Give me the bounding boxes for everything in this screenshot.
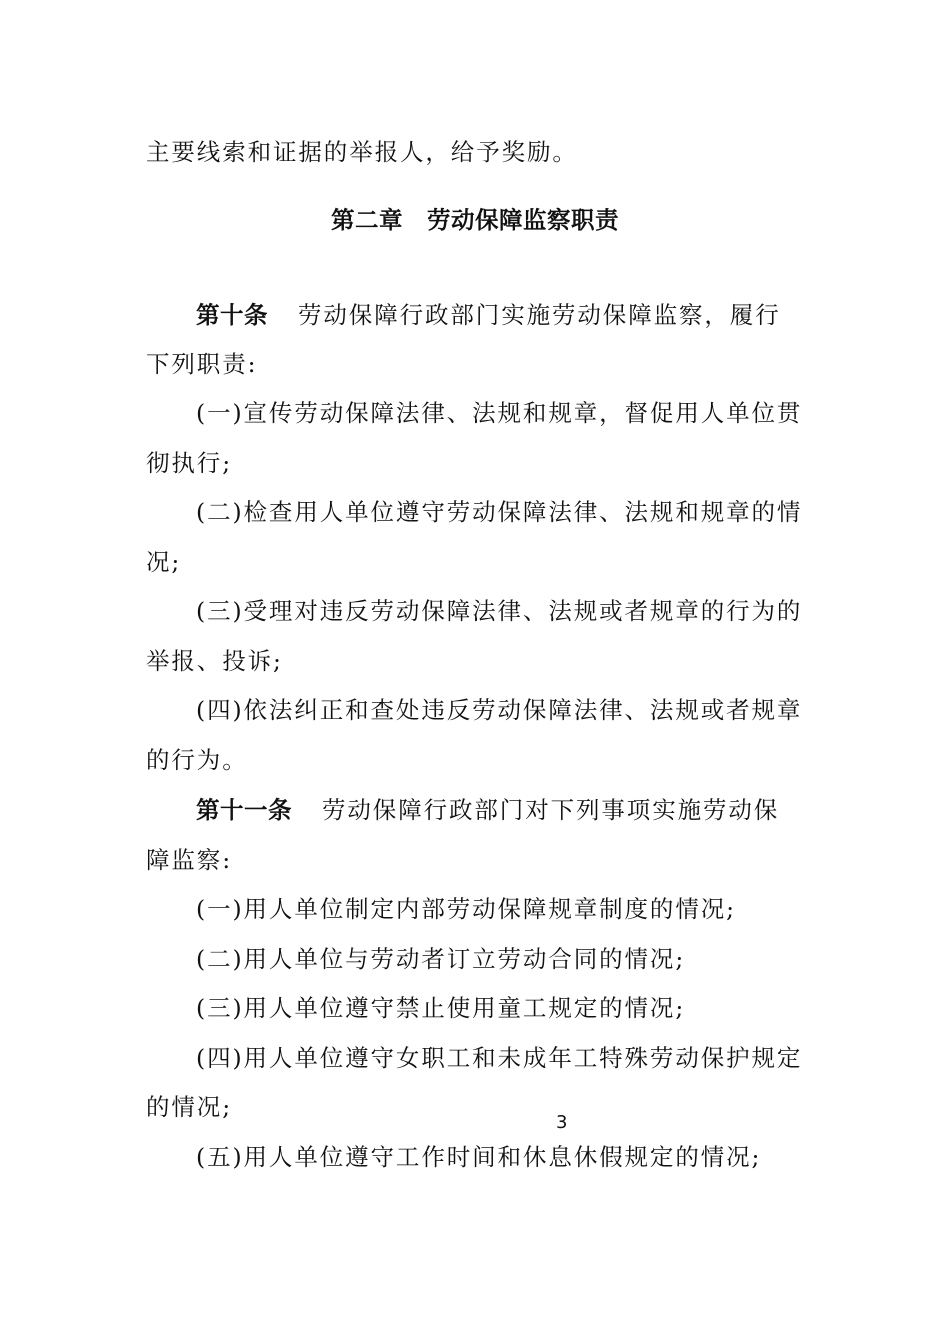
article-10-item-1-cont: 彻执行;: [146, 449, 233, 477]
article-10-item-1: (一)宣传劳动保障法律、法规和规章，督促用人单位贯: [196, 399, 803, 427]
article-11-text: 劳动保障行政部门对下列事项实施劳动保: [322, 796, 780, 824]
article-11-item-4: (四)用人单位遵守女职工和未成年工特殊劳动保护规定: [196, 1044, 803, 1072]
article-10-item-3-cont: 举报、投诉;: [146, 647, 283, 675]
article-11-item-2: (二)用人单位与劳动者订立劳动合同的情况;: [196, 945, 686, 973]
article-11-item-3: (三)用人单位遵守禁止使用童工规定的情况;: [196, 994, 686, 1022]
article-10-item-2-cont: 况;: [146, 548, 182, 576]
page-number: 3: [556, 1112, 568, 1133]
article-11-heading: 第十一条: [196, 796, 292, 824]
article-11-line-2: 障监察:: [146, 846, 233, 874]
article-10-item-4-cont: 的行为。: [146, 746, 248, 774]
article-11-item-1: (一)用人单位制定内部劳动保障规章制度的情况;: [196, 895, 736, 923]
article-10-text: 劳动保障行政部门实施劳动保障监察，履行: [298, 301, 781, 329]
article-10-item-4: (四)依法纠正和查处违反劳动保障法律、法规或者规章: [196, 696, 803, 724]
article-10-item-3: (三)受理对违反劳动保障法律、法规或者规章的行为的: [196, 597, 803, 625]
article-10-item-2: (二)检查用人单位遵守劳动保障法律、法规和规章的情: [196, 498, 803, 526]
article-10-line-2: 下列职责:: [146, 350, 258, 378]
article-11-line-1: [196, 795, 856, 825]
paragraph-continuation: 主要线索和证据的举报人，给予奖励。: [146, 138, 578, 166]
chapter-title: 第二章 劳动保障监察职责: [331, 206, 619, 234]
article-11-item-5: (五)用人单位遵守工作时间和休息休假规定的情况;: [196, 1143, 762, 1171]
article-11-item-4-cont: 的情况;: [146, 1093, 233, 1121]
article-10-line-1: [196, 300, 856, 330]
article-10-heading: 第十条: [196, 301, 268, 329]
